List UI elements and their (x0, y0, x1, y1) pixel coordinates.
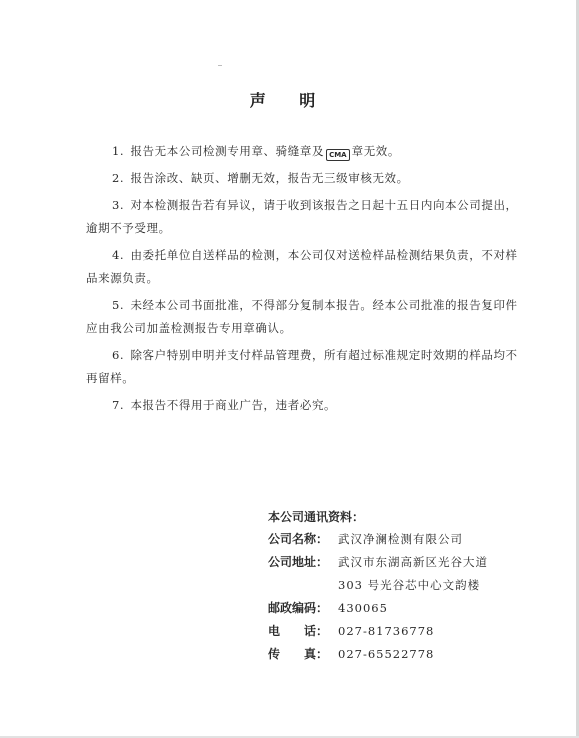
clause-number: 2. (112, 171, 125, 185)
statement-clauses (86, 140, 518, 421)
contact-heading: 本公司通讯资料： (268, 510, 365, 524)
clause-7 (86, 394, 518, 417)
contact-info (268, 506, 568, 666)
clause-text: 除客户特别申明并支付样品管理费，所有超过标准规定时效期的样品均不再留样。 (86, 348, 518, 385)
postcode-row (268, 597, 568, 620)
clause-number: 7. (112, 398, 125, 412)
phone-label-b: 话： (303, 624, 328, 638)
clause-text: 由委托单位自送样品的检测，本公司仅对送检样品检测结果负责，不对样品来源负责。 (86, 248, 518, 285)
clause-2 (86, 167, 518, 190)
address-line-1: 武汉市东湖高新区光谷大道 (338, 555, 488, 569)
page-title: 声 明 (249, 91, 330, 110)
phone-label (268, 620, 328, 643)
phone-value: 027-81736778 (338, 624, 435, 638)
clause-text: 未经本公司书面批准，不得部分复制本报告。经本公司批准的报告复印件应由我公司加盖检测报告专用章确认。 (86, 298, 518, 335)
clause-text-before: 报告无本公司检测专用章、骑缝章及 (130, 144, 325, 158)
fax-label (268, 643, 328, 666)
clause-1 (86, 140, 518, 163)
postcode-label: 邮政编码： (268, 601, 329, 615)
clause-text: 报告涂改、缺页、增删无效，报告无三级审核无效。 (130, 171, 409, 185)
fax-label-a: 传 (268, 647, 281, 661)
address-value (338, 551, 488, 597)
company-value: 武汉净澜检测有限公司 (338, 532, 463, 546)
clause-6 (86, 344, 518, 390)
phone-row (268, 620, 568, 643)
clause-number: 4. (112, 248, 125, 262)
clause-number: 3. (112, 198, 125, 212)
address-line-2: 303 号光谷芯中心文韵楼 (338, 578, 481, 592)
clause-text-after: 章无效。 (351, 144, 400, 158)
cma-mark-icon: CMA (326, 149, 350, 161)
clause-number: 5. (112, 298, 125, 312)
scan-speck (218, 65, 222, 66)
clause-5 (86, 294, 518, 340)
fax-value: 027-65522778 (338, 647, 435, 661)
postcode-value: 430065 (338, 601, 388, 615)
company-row (268, 528, 568, 551)
address-label: 公司地址： (268, 555, 329, 569)
clause-text: 对本检测报告若有异议，请于收到该报告之日起十五日内向本公司提出，逾期不予受理。 (86, 198, 518, 235)
address-row (268, 551, 568, 597)
clause-number: 6. (112, 348, 125, 362)
clause-text: 本报告不得用于商业广告，违者必究。 (130, 398, 337, 412)
fax-label-b: 真： (303, 647, 328, 661)
fax-row (268, 643, 568, 666)
clause-3 (86, 194, 518, 240)
clause-4 (86, 244, 518, 290)
company-label: 公司名称： (268, 532, 329, 546)
clause-number: 1. (112, 144, 125, 158)
phone-label-a: 电 (268, 624, 281, 638)
